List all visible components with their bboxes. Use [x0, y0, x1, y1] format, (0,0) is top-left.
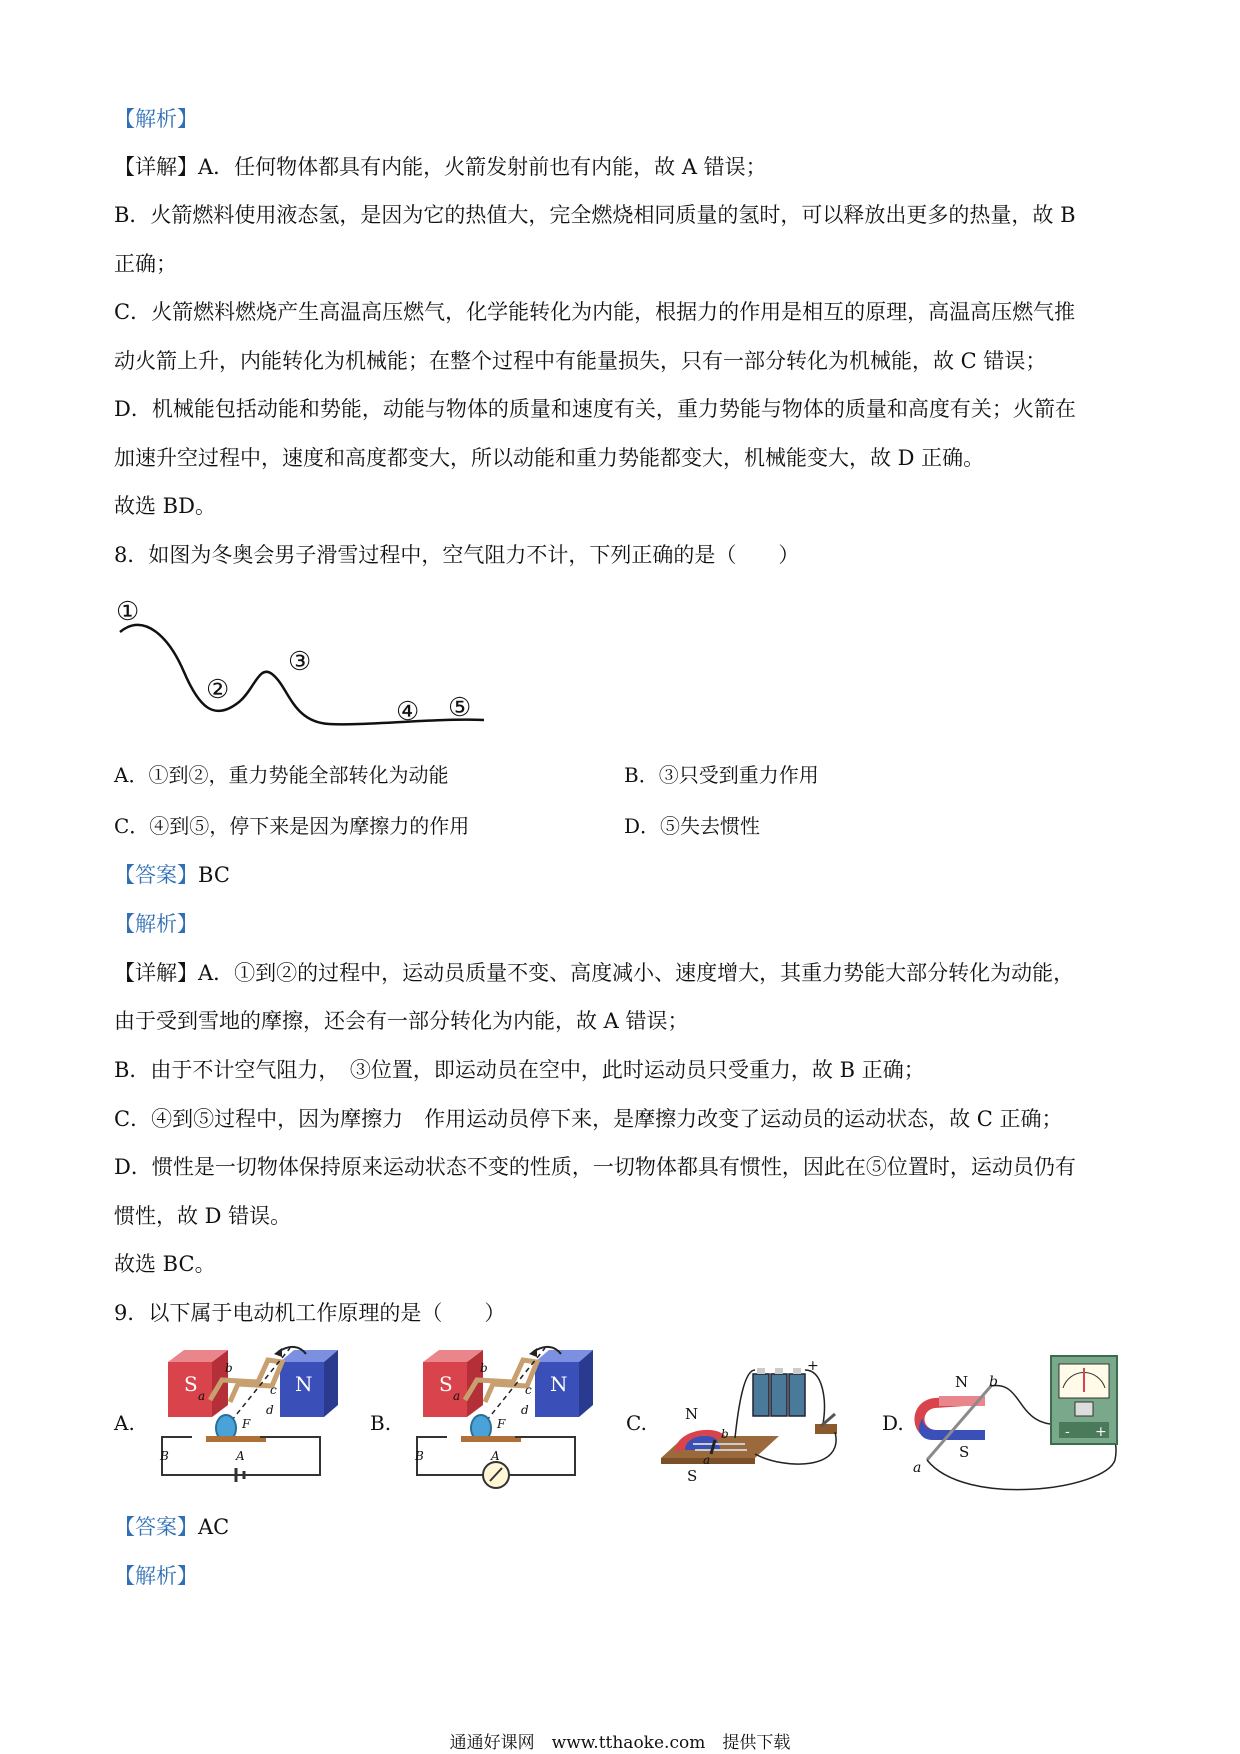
q9-figure-a — [140, 1340, 350, 1490]
magnet-s-label: S — [184, 1372, 198, 1396]
conclusion: 故选 BD。 — [114, 494, 216, 518]
wire-c-label: c — [525, 1383, 532, 1397]
magnet-s-label: S — [687, 1467, 698, 1485]
meter-minus-label: - — [1065, 1424, 1070, 1440]
q8-option-d: D．⑤失去惯性 — [624, 814, 761, 838]
point-2-label: ② — [206, 675, 230, 705]
q8-analysis-tag: 【解析】 — [114, 912, 198, 936]
detail-b-line1: B．火箭燃料使用液态氢，是因为它的热值大，完全燃烧相同质量的氢时，可以释放出更多的热量，故 B — [114, 203, 1076, 227]
q8-option-a: A．①到②，重力势能全部转化为动能 — [114, 763, 449, 787]
point-1-label: ① — [116, 597, 140, 627]
q8-detail-d-line1: D．惯性是一切物体保持原来运动状态不变的性质，一切物体都具有惯性，因此在⑤位置时，运动员仍有 — [114, 1155, 1076, 1179]
battery-plus-label: + — [807, 1358, 819, 1374]
detail-c-line1: C．火箭燃料燃烧产生高温高压燃气，化学能转化为内能，根据力的作用是相互的原理，高温高压燃气推 — [114, 300, 1076, 324]
wire-b-label: b — [480, 1361, 488, 1375]
q9-figure-c — [655, 1340, 855, 1490]
terminal-a-label: A — [491, 1449, 500, 1463]
answer-tag: 【答案】 — [114, 1515, 198, 1539]
brush-f-label: F — [242, 1417, 251, 1431]
wire-b-label: b — [225, 1361, 233, 1375]
q8-option-b: B．③只受到重力作用 — [624, 763, 819, 787]
answer-value: AC — [198, 1515, 230, 1539]
detail-tag: 【详解】 — [114, 155, 198, 179]
detail-b-line2: 正确； — [114, 252, 177, 276]
detail-a-text: A．①到②的过程中，运动员质量不变、高度减小、速度增大，其重力势能大部分转化为动能， — [198, 961, 1075, 985]
magnet-n-label: N — [295, 1372, 313, 1396]
q9-answer-line — [114, 1512, 229, 1542]
detail-tag: 【详解】 — [114, 961, 198, 985]
brush-f-label: F — [497, 1417, 506, 1431]
detail-line-a — [114, 152, 767, 182]
wire-c-label: c — [270, 1383, 277, 1397]
q8-detail-d-line2: 惯性，故 D 错误。 — [114, 1204, 292, 1228]
meter-plus-label: + — [1095, 1424, 1107, 1440]
q8-detail-c: C．④到⑤过程中，因为摩擦力 作用运动员停下来，是摩擦力改变了运动员的运动状态，故 C 正确； — [114, 1107, 1063, 1131]
rod-a-label: a — [913, 1460, 922, 1476]
q9-option-b-letter: B. — [370, 1411, 392, 1435]
point-5-label: ⑤ — [448, 693, 472, 723]
point-3-label: ③ — [288, 647, 312, 677]
q8-conclusion: 故选 BC。 — [114, 1252, 216, 1276]
q8-answer-line — [114, 860, 230, 890]
magnet-n-label: N — [955, 1373, 969, 1391]
q8-detail-a-line2: 由于受到雪地的摩擦，还会有一部分转化为内能，故 A 错误； — [114, 1009, 689, 1033]
ski-slope-figure — [114, 592, 494, 737]
detail-a-text: A．任何物体都具有内能，火箭发射前也有内能，故 A 错误； — [198, 155, 767, 179]
point-4-label: ④ — [396, 697, 420, 727]
rod-a-label: a — [703, 1453, 711, 1467]
magnet-n-label: N — [550, 1372, 568, 1396]
q9-stem: 9．以下属于电动机工作原理的是（ ） — [114, 1301, 506, 1325]
q9-option-a-letter: A. — [114, 1411, 135, 1435]
detail-d-line1: D．机械能包括动能和势能，动能与物体的质量和速度有关，重力势能与物体的质量和高度有关；火箭在 — [114, 397, 1076, 421]
q8-stem: 8．如图为冬奥会男子滑雪过程中，空气阻力不计，下列正确的是（ ） — [114, 543, 800, 567]
q9-option-d-letter: D. — [882, 1411, 904, 1435]
q8-option-c: C．④到⑤，停下来是因为摩擦力的作用 — [114, 814, 470, 838]
terminal-b-label: B — [415, 1449, 424, 1463]
wire-a-label: a — [453, 1389, 461, 1403]
q8-detail-a-line1 — [114, 958, 1074, 988]
q9-option-c-letter: C. — [626, 1411, 647, 1435]
magnet-n-label: N — [685, 1405, 699, 1423]
answer-value: BC — [198, 863, 230, 887]
rod-b-label: b — [989, 1374, 998, 1390]
answer-tag: 【答案】 — [114, 863, 198, 887]
terminal-b-label: B — [160, 1449, 169, 1463]
wire-d-label: d — [266, 1403, 274, 1417]
detail-d-line2: 加速升空过程中，速度和高度都变大，所以动能和重力势能都变大，机械能变大，故 D 正确。 — [114, 446, 985, 470]
magnet-s-label: S — [439, 1372, 453, 1396]
rod-b-label: b — [721, 1427, 729, 1441]
q8-detail-b: B．由于不计空气阻力， ③位置，即运动员在空中，此时运动员只受重力，故 B 正确； — [114, 1058, 925, 1082]
wire-d-label: d — [521, 1403, 529, 1417]
q9-analysis-tag: 【解析】 — [114, 1564, 198, 1588]
q9-figure-d — [905, 1340, 1135, 1500]
analysis-tag: 【解析】 — [114, 107, 198, 131]
wire-a-label: a — [198, 1389, 206, 1403]
detail-c-line2: 动火箭上升，内能转化为机械能；在整个过程中有能量损失，只有一部分转化为机械能，故 C 错误； — [114, 349, 1047, 373]
q9-figure-b — [395, 1340, 605, 1490]
magnet-s-label: S — [959, 1443, 970, 1461]
terminal-a-label: A — [236, 1449, 245, 1463]
footer-watermark: 通通好课网 www.tthaoke.com 提供下载 — [449, 1733, 791, 1753]
